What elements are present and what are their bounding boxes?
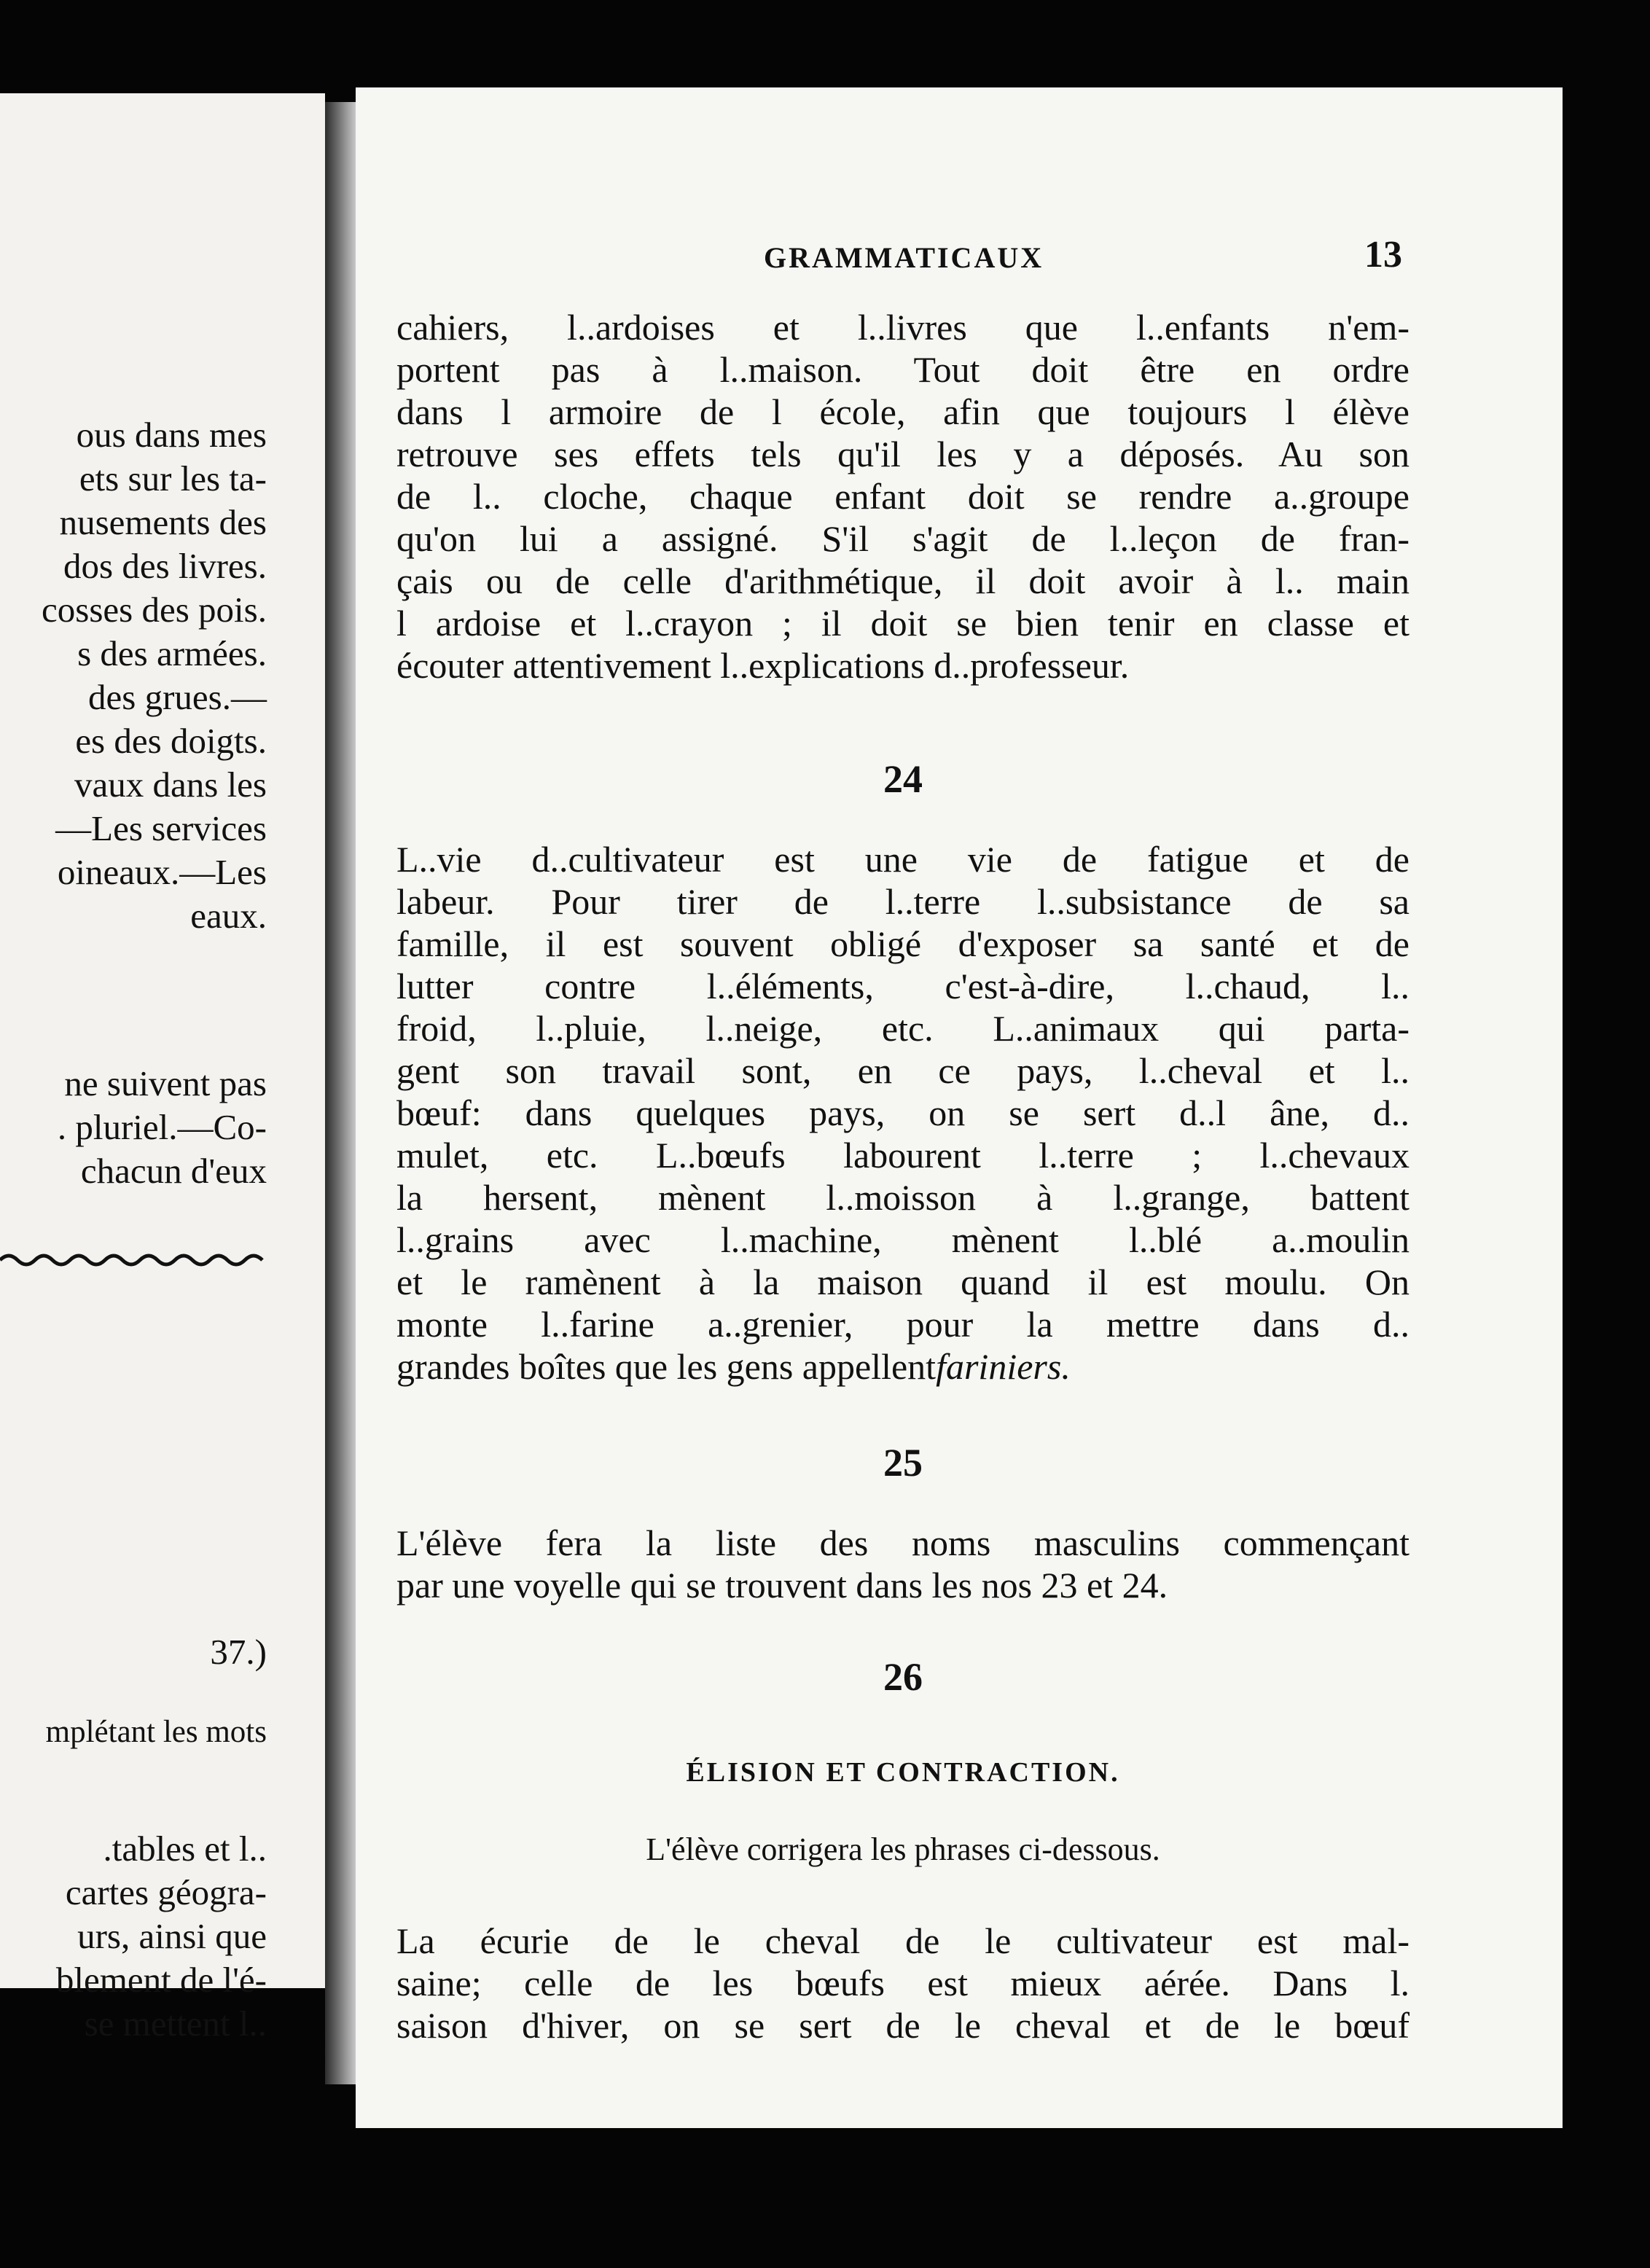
text-line: L'élève fera la liste des noms masculins commençant xyxy=(396,1522,1409,1563)
left-text-line: chacun d'eux xyxy=(80,1151,267,1191)
left-text-line: ous dans mes xyxy=(76,415,267,455)
left-text-line: vaux dans les xyxy=(74,765,267,805)
text-line: et le ramènent à la maison quand il est moulu. On xyxy=(396,1262,1409,1302)
text-line: par une voyelle qui se trouvent dans les nos 23 et 24. xyxy=(396,1565,1168,1606)
text-line: mulet, etc. L..bœufs labourent l..terre ; l..chevaux xyxy=(396,1135,1409,1176)
left-text-line: ne suivent pas xyxy=(64,1063,267,1103)
exercise-26-text xyxy=(396,1920,1409,2046)
left-text-line: blement de l'é- xyxy=(55,1960,267,2000)
left-text-line: ets sur les ta- xyxy=(79,458,267,498)
text-line: l..grains avec l..machine, mènent l..blé a..moulin xyxy=(396,1219,1409,1260)
section-number-26: 26 xyxy=(883,1655,923,1699)
left-facing-page xyxy=(0,93,325,2044)
text-line: lutter contre l..éléments, c'est-à-dire, l..chaud, l.. xyxy=(396,966,1409,1006)
left-text-line: s des armées. xyxy=(77,633,267,673)
page-number: 13 xyxy=(1364,234,1402,275)
left-text-line: nusements des xyxy=(59,502,267,542)
running-head: GRAMMATICAUX xyxy=(764,241,1044,274)
left-text-line: mplétant les mots xyxy=(45,1715,267,1749)
left-text-line: cartes géogra- xyxy=(65,1872,267,1912)
text-line: L..vie d..cultivateur est une vie de fatigue et de xyxy=(396,839,1409,880)
left-text-line: eaux. xyxy=(190,896,267,936)
text-line: La écurie de le cheval de le cultivateur est mal- xyxy=(396,1920,1409,1961)
left-text-line: es des doigts. xyxy=(75,721,267,761)
book-gutter xyxy=(325,102,356,2084)
italic-word: fariniers. xyxy=(936,1346,1071,1387)
left-text-line: dos des livres. xyxy=(63,546,267,586)
left-text-line: . pluriel.—Co- xyxy=(57,1107,267,1147)
text-line: écouter attentivement l..explications d..professeur. xyxy=(396,645,1130,686)
text-line: gent son travail sont, en ce pays, l..cheval et l.. xyxy=(396,1050,1409,1091)
text-line: saison d'hiver, on se sert de le cheval et de le bœuf xyxy=(396,2005,1409,2046)
left-text-line: oineaux.—Les xyxy=(57,852,267,892)
text-line: famille, il est souvent obligé d'exposer sa santé et de xyxy=(396,923,1409,964)
text-line: bœuf: dans quelques pays, on se sert d..l âne, d.. xyxy=(396,1092,1409,1133)
text-line: qu'on lui a assigné. S'il s'agit de l..leçon de fran- xyxy=(396,518,1409,559)
left-text-line: cosses des pois. xyxy=(42,590,267,630)
text-line: çais ou de celle d'arithmétique, il doit avoir à l.. main xyxy=(396,560,1409,601)
exercise-23-text xyxy=(396,306,1409,687)
text-line: retrouve ses effets tels qu'il les y a déposés. Au son xyxy=(396,434,1409,474)
left-text-line: —Les services xyxy=(55,808,267,848)
left-text-line: des grues.— xyxy=(88,677,267,717)
section-number-25: 25 xyxy=(883,1441,923,1485)
exercise-instruction: L'élève corrigera les phrases ci-dessous. xyxy=(646,1831,1160,1867)
text-line: portent pas à l..maison. Tout doit être en ordre xyxy=(396,349,1409,390)
text-line: saine; celle de les bœufs est mieux aérée. Dans l. xyxy=(396,1963,1409,2003)
text-line-with-italic xyxy=(396,1345,1409,1388)
text-line: labeur. Pour tirer de l..terre l..subsistance de sa xyxy=(396,881,1409,922)
text-line: la hersent, mènent l..moisson à l..grange, battent xyxy=(396,1177,1409,1218)
right-page xyxy=(356,87,1563,2128)
exercise-24-text xyxy=(396,838,1409,1388)
section-number-24: 24 xyxy=(883,757,923,801)
left-text-line: se mettent l.. xyxy=(84,2003,267,2044)
left-text-line: 37.) xyxy=(210,1632,267,1672)
decorative-rule xyxy=(0,1249,277,1271)
text-line: dans l armoire de l école, afin que toujours l élève xyxy=(396,391,1409,432)
text-line: l ardoise et l..crayon ; il doit se bien tenir en classe et xyxy=(396,603,1409,644)
exercise-25-text xyxy=(396,1522,1409,1606)
text-line: monte l..farine a..grenier, pour la mettre dans d.. xyxy=(396,1304,1409,1345)
section-heading: ÉLISION ET CONTRACTION. xyxy=(686,1757,1120,1788)
text-segment: grandes boîtes que les gens appellent xyxy=(396,1346,937,1387)
text-line: de l.. cloche, chaque enfant doit se rendre a..groupe xyxy=(396,476,1409,517)
text-line: froid, l..pluie, l..neige, etc. L..animaux qui parta- xyxy=(396,1008,1409,1049)
left-text-line: .tables et l.. xyxy=(103,1829,267,1869)
text-line: cahiers, l..ardoises et l..livres que l..enfants n'em- xyxy=(396,307,1409,348)
left-text-line: urs, ainsi que xyxy=(77,1916,267,1956)
